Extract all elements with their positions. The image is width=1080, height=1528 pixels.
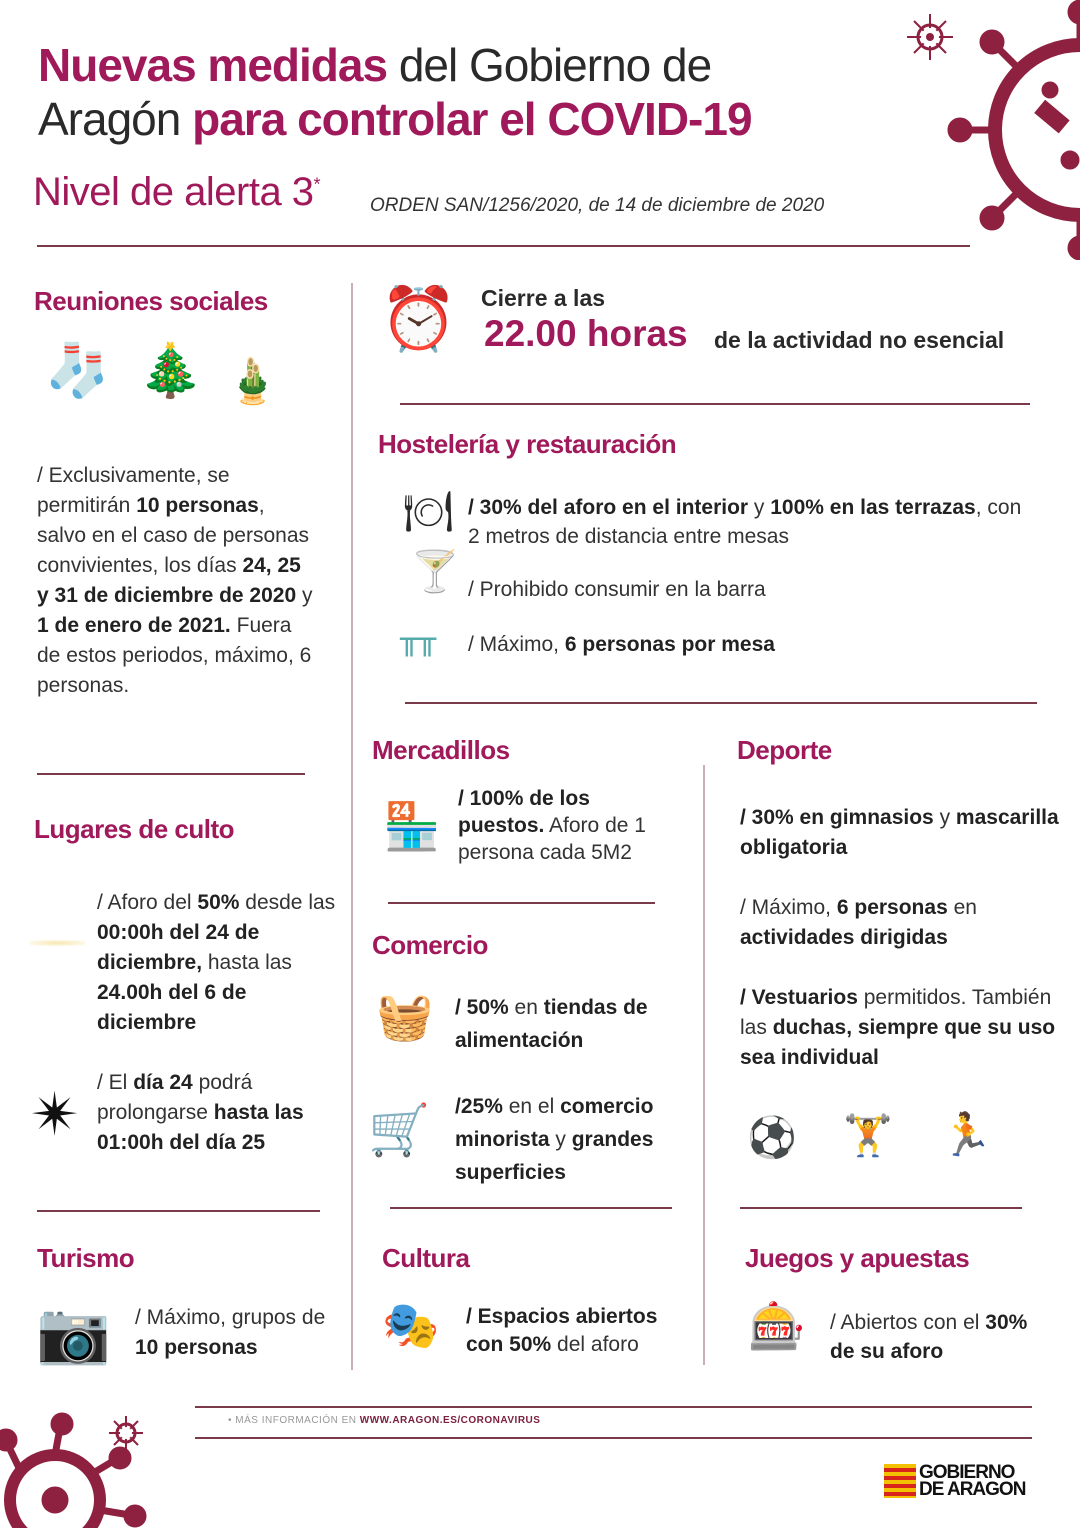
cierre-label: Cierre a las — [481, 285, 606, 311]
text: hasta las — [202, 951, 292, 974]
divider — [405, 702, 1037, 704]
text: / Máximo, — [468, 633, 565, 656]
divider — [195, 1406, 1032, 1408]
theater-masks-icon: 🎭 — [382, 1298, 440, 1352]
text-bold: tiendas de alimentación — [455, 996, 648, 1052]
turismo-text — [135, 1303, 335, 1363]
text: / Prohibido consumir en la barra — [468, 578, 766, 601]
text-bold: /25% — [455, 1095, 503, 1118]
culto-item-1 — [97, 888, 347, 1038]
stocking-icon: 🧦 — [45, 341, 110, 401]
sparkle-icon — [30, 940, 85, 946]
text-bold: / 30% en gimnasios — [740, 806, 934, 829]
cloche-icon: 🍽 — [403, 489, 454, 535]
alert-asterisk: * — [313, 174, 321, 195]
text-bold: / Espacios abiertos con 50% — [466, 1305, 658, 1356]
hosteleria-item-1 — [468, 493, 1038, 551]
deporte-item-3 — [740, 983, 1060, 1073]
camera-icon: 📷 — [36, 1298, 111, 1368]
text: / Máximo, — [740, 896, 837, 919]
footer-info — [228, 1415, 540, 1426]
text: , con 2 metros de distancia entre mesas — [468, 496, 1022, 548]
text-bold: comercio minorista — [455, 1095, 654, 1151]
text: y — [296, 584, 313, 607]
text: y — [748, 496, 771, 519]
star-icon: ✴ — [30, 1080, 81, 1150]
text: en el — [502, 1095, 561, 1118]
text-bold: 24, 25 y 31 de diciembre de 2020 — [37, 554, 301, 607]
comercio-item-1 — [455, 991, 695, 1057]
deporte-item-1 — [740, 803, 1060, 863]
text: / Máximo, grupos de — [135, 1306, 326, 1329]
cierre-suffix: de la actividad no esencial — [714, 327, 1005, 353]
text: / Exclusivamente, se permitirán — [37, 464, 230, 517]
text: / El — [97, 1071, 134, 1094]
text: / Aforo del — [97, 891, 198, 914]
heading-turismo: Turismo — [37, 1243, 135, 1273]
text: podrá prolongarse — [97, 1071, 253, 1124]
text-bold: grandes superficies — [455, 1128, 654, 1184]
text: Aforo de 1 persona cada 5M2 — [458, 814, 646, 864]
divider — [195, 1437, 1032, 1439]
footer-prefix: • MÁS INFORMACIÓN EN — [228, 1415, 360, 1426]
logo-line-1: GOBIERNO — [919, 1462, 1015, 1483]
cierre-time: 22.00 horas — [484, 313, 688, 354]
text-bold: / 100% de los puestos. — [458, 787, 590, 837]
shopping-cart-icon: 🛒 — [368, 1101, 431, 1159]
text: , salvo en el caso de personas convivientes, los días — [37, 494, 310, 577]
text-bold: / Vestuarios — [740, 986, 858, 1009]
text-bold: 6 personas — [836, 896, 948, 919]
text-bold: 1 de enero de 2021. — [37, 614, 231, 637]
heading-hosteleria: Hostelería y restauración — [378, 429, 677, 459]
heading-culto: Lugares de culto — [34, 814, 235, 844]
ornaments-icon: 🎍 — [225, 356, 280, 407]
text-bold: 6 personas por mesa — [564, 633, 775, 656]
text-bold: 24.00h del 6 de diciembre — [97, 981, 247, 1034]
cocktail-icon: 🍸 — [410, 549, 460, 595]
heading-mercadillos: Mercadillos — [372, 735, 510, 765]
heading-cultura: Cultura — [382, 1243, 470, 1273]
text-bold: duchas, siempre que su uso sea individual — [740, 1016, 1056, 1069]
text-bold: 10 personas — [136, 494, 259, 517]
cultura-text — [466, 1303, 696, 1359]
text-bold: 10 personas — [135, 1336, 258, 1359]
text: en — [947, 896, 977, 919]
footer-link[interactable]: WWW.ARAGON.ES/CORONAVIRUS — [359, 1415, 541, 1426]
juegos-text — [830, 1308, 1050, 1366]
text-bold: 00:00h del 24 de diciembre, — [97, 921, 260, 974]
divider — [37, 773, 305, 775]
text: del aforo — [551, 1333, 639, 1356]
deporte-item-2 — [740, 893, 1060, 953]
text-bold: para controlar el COVID-19 — [192, 93, 752, 145]
text: y — [549, 1128, 572, 1151]
title-line-1 — [38, 38, 752, 92]
heading-comercio: Comercio — [372, 930, 488, 960]
text: desde las — [239, 891, 336, 914]
text-bold: / 30% del aforo en el interior — [468, 496, 749, 519]
alert-level-label: Nivel de alerta 3 — [33, 170, 314, 214]
text: / Abiertos con el — [830, 1311, 986, 1334]
hosteleria-item-2 — [468, 575, 868, 605]
christmas-tree-icon: 🎄 — [138, 341, 203, 401]
divider — [388, 902, 655, 904]
page-title — [38, 38, 752, 146]
reuniones-text — [37, 461, 317, 701]
text: en — [508, 996, 544, 1019]
heading-deporte: Deporte — [737, 735, 832, 765]
order-reference: ORDEN SAN/1256/2020, de 14 de diciembre de 2020 — [370, 195, 825, 216]
text-bold: 50% — [197, 891, 240, 914]
heading-juegos: Juegos y apuestas — [745, 1243, 970, 1273]
casino-chips-icon: 🎰 — [748, 1299, 806, 1353]
text-bold: 100% en las terrazas — [770, 496, 976, 519]
text-bold: / 50% — [455, 996, 509, 1019]
divider — [740, 1207, 1022, 1209]
alert-level — [33, 170, 320, 215]
text-bold: actividades dirigidas — [740, 926, 948, 949]
heading-reuniones: Reuniones sociales — [34, 286, 268, 316]
text: permitidos. También las — [740, 986, 1052, 1039]
comercio-item-2 — [455, 1090, 700, 1189]
title-line-2 — [38, 92, 752, 146]
grocery-basket-icon: 🧺 — [376, 989, 434, 1043]
text-bold: Nuevas medidas — [38, 39, 388, 91]
column-divider — [351, 283, 353, 1370]
aragon-flag-icon — [884, 1464, 916, 1498]
small-virus-bottom-icon — [108, 1415, 144, 1451]
logo-line-2: DE ARAGON — [919, 1479, 1026, 1500]
culto-item-2 — [97, 1068, 337, 1158]
text: Fuera de estos periodos, máximo, 6 personas. — [37, 614, 312, 697]
column-divider — [703, 765, 705, 1365]
small-virus-icon — [905, 12, 955, 62]
divider — [400, 403, 1030, 405]
text: del Gobierno de — [387, 39, 712, 91]
text: y — [933, 806, 956, 829]
text-bold: día 24 — [133, 1071, 193, 1094]
mercadillos-text — [458, 785, 678, 866]
alarm-clock-icon: ⏰ — [380, 282, 458, 355]
divider — [37, 245, 970, 247]
market-stall-icon: 🏪 — [383, 799, 441, 853]
hosteleria-item-3 — [468, 630, 868, 660]
text: Aragón — [38, 93, 193, 145]
gobierno-aragon-logo — [884, 1464, 1025, 1498]
weightlifter-icon: 🏋 — [843, 1113, 893, 1159]
table-chairs-icon: ╥╥ — [400, 622, 437, 657]
divider — [390, 1207, 672, 1209]
text-bold: hasta las 01:00h del día 25 — [97, 1101, 304, 1154]
text-bold: mascarilla obligatoria — [740, 806, 1059, 859]
runner-icon: 🏃 — [940, 1110, 993, 1159]
soccer-ball-icon: ⚽ — [747, 1115, 797, 1161]
divider — [37, 1210, 320, 1212]
text-bold: 30% de su aforo — [830, 1311, 1028, 1363]
